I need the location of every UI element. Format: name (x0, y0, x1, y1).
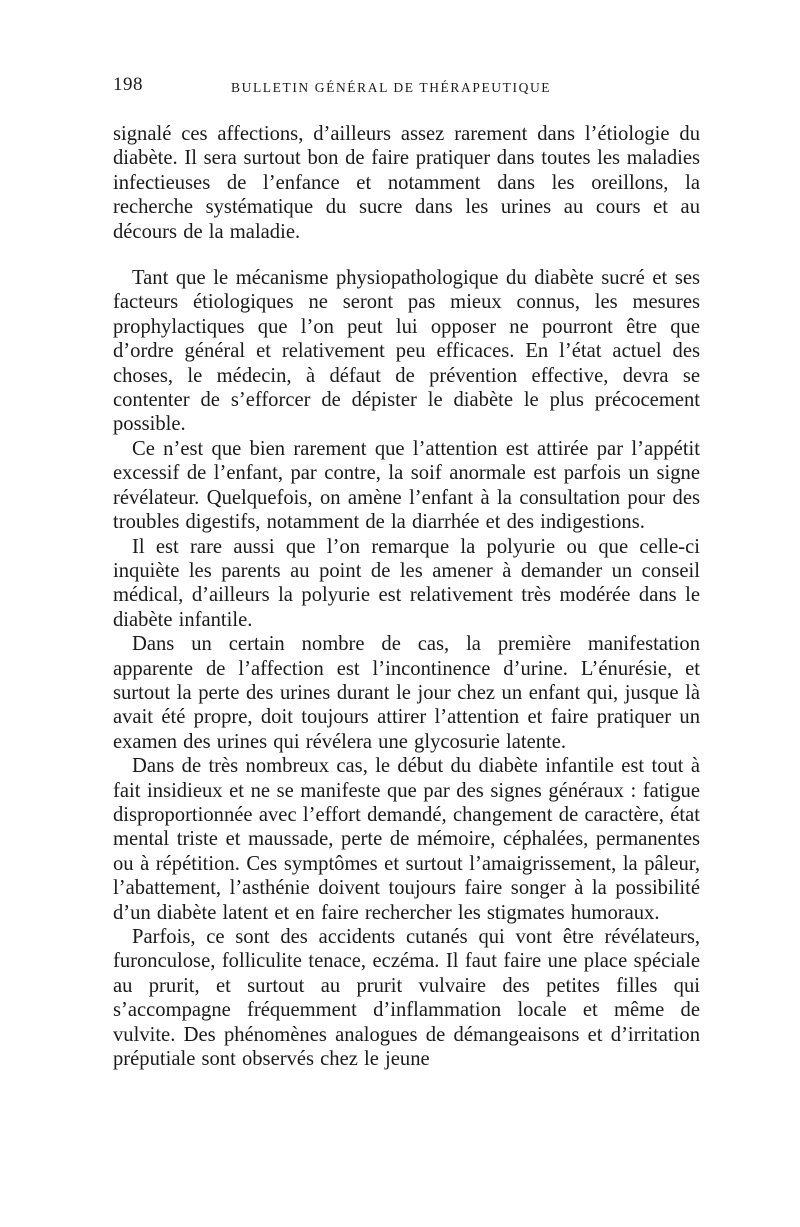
paragraph-cutaneous-accidents: Parfois, ce sont des accidents cutanés qui vont être révélateurs, furonculose, folliculite tenace, eczéma. Il faut faire une place spéciale au prurit, et surtout au prurit vulvaire des petites filles qui s’accompagne fréquemment d’inflammation locale et même de vulvite. Des phénomènes analogues de démangeaisons et d’irritation préputiale sont observés chez le jeune (113, 926, 700, 1071)
paragraph-enuresis: Dans un certain nombre de cas, la première manifestation apparente de l’affection est l’incontinence d’urine. L’énurésie, et surtout la perte des urines durant le jour chez un enfant qui, jusque là avait été propre, doit toujours attirer l’attention et faire pratiquer un examen des urines qui révélera une glycosurie latente. (113, 633, 700, 753)
journal-title: BULLETIN GÉNÉRAL DE THÉRAPEUTIQUE (231, 80, 552, 95)
book-page (113, 70, 700, 1071)
paragraph-insidious-onset: Dans de très nombreux cas, le début du diabète infantile est tout à fait insidieux et ne se manifeste que par des signes généraux : fatigue disproportionnée avec l’effort demandé, changement de caractère, état mental triste et maussade, perte de mémoire, céphalées, permanentes ou à répétition. Ces symptômes et surtout l’amaigrissement, la pâleur, l’abattement, l’asthénie doivent toujours faire songer à la possibilité d’un diabète latent et en faire rechercher les stigmates humoraux. (113, 755, 700, 924)
body-text (113, 122, 700, 1071)
running-head (113, 70, 700, 100)
paragraph-appetite-thirst: Ce n’est que bien rarement que l’attention est attirée par l’appétit excessif de l’enfant, par contre, la soif anormale est parfois un signe révélateur. Quelquefois, on amène l’enfant à la consultation pour des troubles digestifs, notamment de la diarrhée et des indigestions. (113, 437, 700, 534)
paragraph-etiology-continuation: signalé ces affections, d’ailleurs assez rarement dans l’étiologie du diabète. Il sera surtout bon de faire pratiquer dans toutes les maladies infectieuses de l’enfance et notamment dans les oreillons, la recherche systématique du sucre dans les urines au cours et au décours de la maladie. (113, 123, 700, 243)
section-gap (113, 244, 700, 266)
paragraph-prophylaxis: Tant que le mécanisme physiopathologique du diabète sucré et ses facteurs étiologiques ne seront pas mieux connus, les mesures prophylactiques que l’on peut lui opposer ne pourront être que d’ordre général et relativement peu efficaces. En l’état actuel des choses, le médecin, à défaut de prévention effective, devra se contenter de s’efforcer de dépister le diabète le plus précocement possible. (113, 267, 700, 436)
paragraph-polyuria: Il est rare aussi que l’on remarque la polyurie ou que celle-ci inquiète les parents au point de les amener à demander un conseil médical, d’ailleurs la polyurie est relativement très modérée dans le diabète infantile. (113, 535, 700, 631)
page-number: 198 (113, 74, 143, 95)
